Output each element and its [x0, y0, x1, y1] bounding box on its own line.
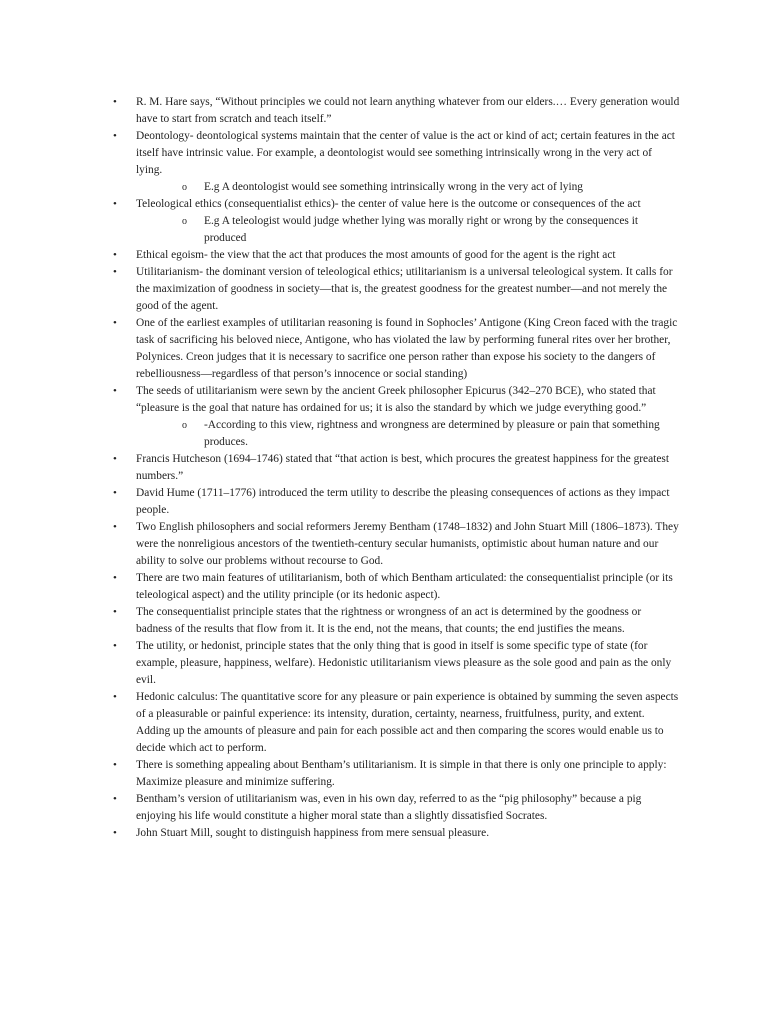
bullet-icon: • [113, 249, 117, 261]
list-item-text: The seeds of utilitarianism were sewn by the ancient Greek philosopher Epicurus (342–270 BCE), who stated that “pleasure is the goal that nature has ordained for us; it is also the standard by which we judge everything good.” [136, 385, 656, 414]
bullet-icon: • [113, 130, 117, 142]
list-item [112, 485, 680, 519]
list-item [112, 451, 680, 485]
list-item [112, 94, 680, 128]
sub-bullet-list [136, 417, 680, 451]
list-item-text: Teleological ethics (consequentialist ethics)- the center of value here is the outcome or consequences of the act [136, 198, 641, 210]
list-item-text: Two English philosophers and social reformers Jeremy Bentham (1748–1832) and John Stuart Mill (1806–1873). They were the nonreligious ancestors of the twentieth-century secular humanists, optimistic about human nature and our ability to solve our problems without recourse to God. [136, 521, 679, 567]
bullet-icon: • [113, 606, 117, 618]
bullet-icon: • [113, 266, 117, 278]
hollow-bullet-icon: o [182, 420, 187, 431]
sub-list-item [136, 417, 680, 451]
bullet-icon: • [113, 96, 117, 108]
bullet-icon: • [113, 487, 117, 499]
sub-list-item [136, 179, 680, 196]
sub-bullet-list [136, 179, 680, 196]
list-item-text: One of the earliest examples of utilitarian reasoning is found in Sophocles’ Antigone (King Creon faced with the tragic task of sacrificing his beloved niece, Antigone, who has violated the law by performing funeral rites over her brother, Polynices. Creon judges that it is necessary to sacrifice one person rather than expose his society to the dangers of rebelliousness—regardless of that person’s innocence or social standing) [136, 317, 678, 380]
list-item-text: Deontology- deontological systems maintain that the center of value is the act or kind of act; certain features in the act itself have intrinsic value. For example, a deontologist would see something intrinsically wrong in the very act of lying. [136, 130, 675, 176]
list-item [112, 638, 680, 689]
bullet-icon: • [113, 317, 117, 329]
bullet-icon: • [113, 385, 117, 397]
hollow-bullet-icon: o [182, 216, 187, 227]
list-item-text: There is something appealing about Bentham’s utilitarianism. It is simple in that there is only one principle to apply: Maximize pleasure and minimize suffering. [136, 759, 667, 788]
bullet-icon: • [113, 640, 117, 652]
bullet-icon: • [113, 759, 117, 771]
list-item-text: David Hume (1711–1776) introduced the term utility to describe the pleasing consequences of actions as they impact people. [136, 487, 670, 516]
list-item [112, 519, 680, 570]
sub-list-item [136, 213, 680, 247]
bullet-icon: • [113, 521, 117, 533]
list-item [112, 825, 680, 842]
list-item [112, 757, 680, 791]
list-item-text: There are two main features of utilitarianism, both of which Bentham articulated: the consequentialist principle (or its teleological aspect) and the utility principle (or its hedonic aspect). [136, 572, 673, 601]
sub-list-item-text: -According to this view, rightness and wrongness are determined by pleasure or pain that something produces. [204, 419, 660, 448]
sub-list-item-text: E.g A deontologist would see something intrinsically wrong in the very act of lying [204, 181, 583, 193]
list-item-text: Francis Hutcheson (1694–1746) stated that “that action is best, which procures the greatest happiness for the greatest numbers.” [136, 453, 669, 482]
bullet-icon: • [113, 827, 117, 839]
list-item [112, 264, 680, 315]
list-item-text: The consequentialist principle states that the rightness or wrongness of an act is determined by the goodness or badness of the results that flow from it. It is the end, not the means, that counts; the end justifies the means. [136, 606, 642, 635]
list-item-text: John Stuart Mill, sought to distinguish happiness from mere sensual pleasure. [136, 827, 490, 839]
list-item [112, 247, 680, 264]
list-item-text: R. M. Hare says, “Without principles we could not learn anything whatever from our elders.… Every generation would have to start from scratch and teach itself.” [136, 96, 680, 125]
list-item [112, 128, 680, 196]
bullet-icon: • [113, 453, 117, 465]
list-item-text: Hedonic calculus: The quantitative score for any pleasure or pain experience is obtained by summing the seven aspects of a pleasurable or painful experience: its intensity, duration, certainty, nearness, fruitfulness, purity, and extent. Adding up the amounts of pleasure and pain for each possible act and then comparing the scores would enable us to decide which act to perform. [136, 691, 679, 754]
list-item-text: Ethical egoism- the view that the act that produces the most amounts of good for the agent is the right act [136, 249, 616, 261]
sub-list-item-text: E.g A teleologist would judge whether lying was morally right or wrong by the consequences it produced [204, 215, 639, 244]
list-item [112, 791, 680, 825]
list-item-text: Bentham’s version of utilitarianism was, even in his own day, referred to as the “pig philosophy” because a pig enjoying his life would constitute a higher moral state than a slightly dissatisfied Socrates. [136, 793, 642, 822]
bullet-list [112, 94, 680, 842]
list-item-text: Utilitarianism- the dominant version of teleological ethics; utilitarianism is a universal teleological system. It calls for the maximization of goodness in society—that is, the greatest goodness for the greatest number—and not merely the good of the agent. [136, 266, 673, 312]
bullet-icon: • [113, 572, 117, 584]
notes-body [112, 94, 680, 842]
bullet-icon: • [113, 198, 117, 210]
list-item [112, 604, 680, 638]
hollow-bullet-icon: o [182, 182, 187, 193]
list-item [112, 570, 680, 604]
list-item [112, 383, 680, 451]
list-item [112, 315, 680, 383]
sub-bullet-list [136, 213, 680, 247]
bullet-icon: • [113, 793, 117, 805]
list-item [112, 196, 680, 247]
list-item [112, 689, 680, 757]
list-item-text: The utility, or hedonist, principle states that the only thing that is good in itself is some specific type of state (for example, pleasure, happiness, welfare). Hedonistic utilitarianism views pleasure as the sole good and pain as the only evil. [136, 640, 672, 686]
bullet-icon: • [113, 691, 117, 703]
